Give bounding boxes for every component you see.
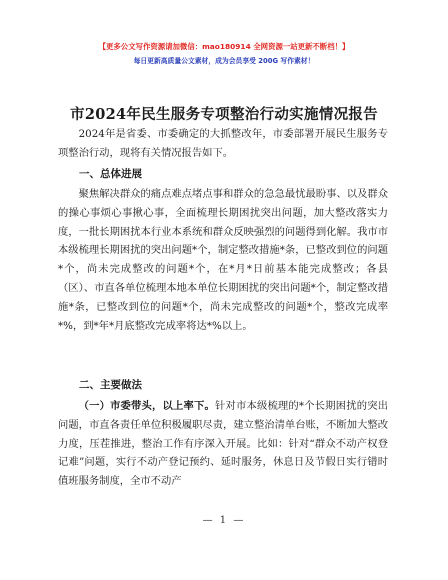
subsection-1-lead: （一）市委带头，以上率下。	[78, 400, 215, 412]
subsection-1-body: 针对市本级梳理的*个长期困扰的突出问题，市直各责任单位积极履职尽责，建立整治清单台账，不断加大整改力度，压茬推进，整治工作有序深入开展。比如：针对“群众不动产权登记难”问题，实行不动产登记预约、延时服务，休息日及节假日实行错时值班服务制度，全市不动产	[58, 400, 388, 488]
section-2-heading: 二、主要做法	[79, 379, 142, 391]
document-title: 市2024年民生服务专项整治行动实施情况报告	[70, 106, 378, 123]
intro-paragraph: 2024年是省委、市委确定的大抓整改年，市委部署开展民生服务专项整治行动，现将有关情况报告如下。	[58, 128, 388, 159]
page-number: — 1 —	[202, 515, 246, 526]
section-1-paragraph: 聚焦解决群众的痛点难点堵点事和群众的急急最忧最盼事、以及群众的操心事烦心事揪心事，全面梳理长期困扰突出问题，加大整改落实力度，一批长期困扰本行业本系统和群众反映强烈的问题得到化解。我市市本级梳理长期困扰的突出问题*个，制定整改措施*条，已整改到位的问题*个，尚未完成整改的问题*个，在*月*日前基本能完成整改；各县（区）、市直各单位梳理本地本单位长期困扰的突出问题*个，制定整改措施*条，已整改到位的问题*个，尚未完成整改的问题*个，整改完成率*%，到*年*月底整改完成率将达*%以上。	[58, 188, 388, 332]
section-1-heading: 一、总体进展	[79, 168, 142, 180]
promo-banner	[0, 40, 448, 68]
subsection-1-paragraph	[58, 397, 388, 491]
promo-banner-line-2: 每日更新高质量公文素材，成为会员享受 200G 写作素材！	[133, 57, 315, 65]
promo-banner-line-1: 【更多公文写作资源请加微信：mao180914 全网资源一站更新不断档！】	[98, 42, 350, 51]
